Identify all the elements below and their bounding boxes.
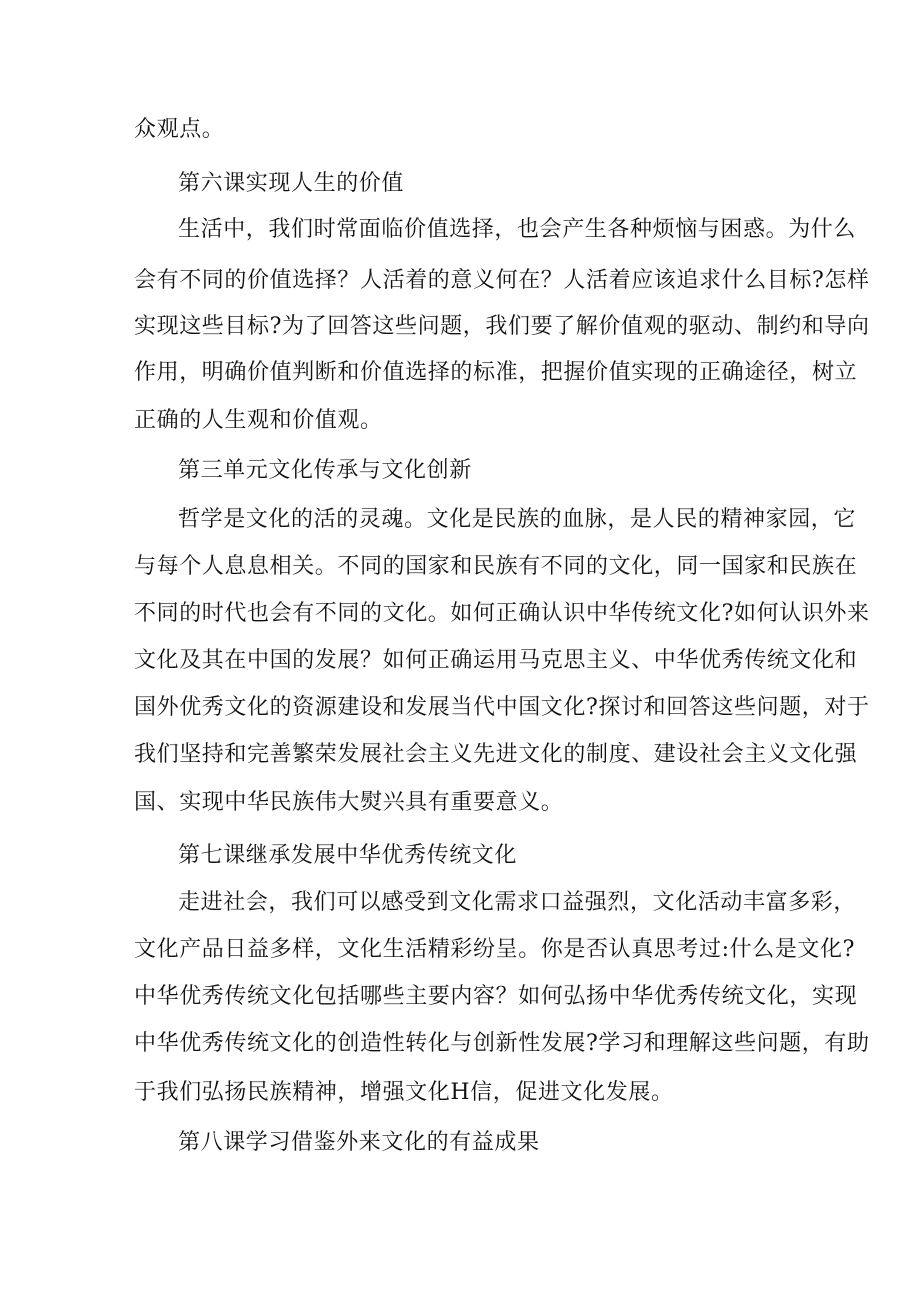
section-heading: 第八课学习借鉴外来文化的有益成果: [178, 1130, 540, 1155]
paragraph-line: 中华优秀传统文化包括哪些主要内容？如何弘扬中华优秀传统文化，实现: [134, 984, 858, 1009]
paragraph-line: 文化产品日益多样，文化生活精彩纷呈。你是否认真思考过:什么是文化?: [134, 937, 856, 962]
paragraph-line: 国外优秀文化的资源建设和发展当代中国文化?探讨和回答这些问题，对于: [134, 695, 870, 720]
paragraph-line: 于我们弘扬民族精神，增强文化H信，促进文化发展。: [134, 1080, 674, 1105]
section-heading: 第六课实现人生的价值: [178, 171, 405, 196]
paragraph-line: 生活中，我们时常面临价值选择，也会产生各种烦恼与困惑。为什么: [178, 217, 857, 242]
paragraph-line: 文化及其在中国的发展？如何正确运用马克思主义、中华优秀传统文化和: [134, 648, 858, 673]
paragraph-line: 正确的人生观和价值观。: [134, 408, 383, 433]
paragraph-line: 与每个人息息相关。不同的国家和民族有不同的文化，同一国家和民族在: [134, 554, 858, 579]
paragraph-line: 会有不同的价值选择？人活着的意义何在？人活着应该追求什么目标?怎样: [134, 268, 870, 293]
paragraph-line: 不同的时代也会有不同的文化。如何正确认识中华传统文化?如何认识外来: [134, 601, 870, 626]
paragraph-line: 实现这些目标?为了回答这些问题，我们要了解价值观的驱动、制约和导向: [134, 314, 870, 339]
paragraph-line: 走进社会，我们可以感受到文化需求口益强烈，文化活动丰富多彩，: [178, 890, 857, 915]
paragraph-line: 众观点。: [134, 117, 225, 142]
section-heading: 第七课继承发展中华优秀传统文化: [178, 843, 518, 868]
paragraph-line: 我们坚持和完善繁荣发展社会主义先进文化的制度、建设社会主义文化强: [134, 742, 858, 767]
paragraph-line: 国、实现中华民族伟大熨兴具有重要意义。: [134, 790, 564, 815]
paragraph-line: 中华优秀传统文化的创造性转化与创新性发展?学习和理解这些问题，有助: [134, 1031, 870, 1056]
paragraph-line: 哲学是文化的活的灵魂。文化是民族的血脉，是人民的精神家园，它: [178, 507, 857, 532]
paragraph-line: 作用，明确价值判断和价值选择的标准，把握价值实现的正确途径，树立: [134, 360, 858, 385]
section-heading: 第三单元文化传承与文化创新: [178, 458, 472, 483]
